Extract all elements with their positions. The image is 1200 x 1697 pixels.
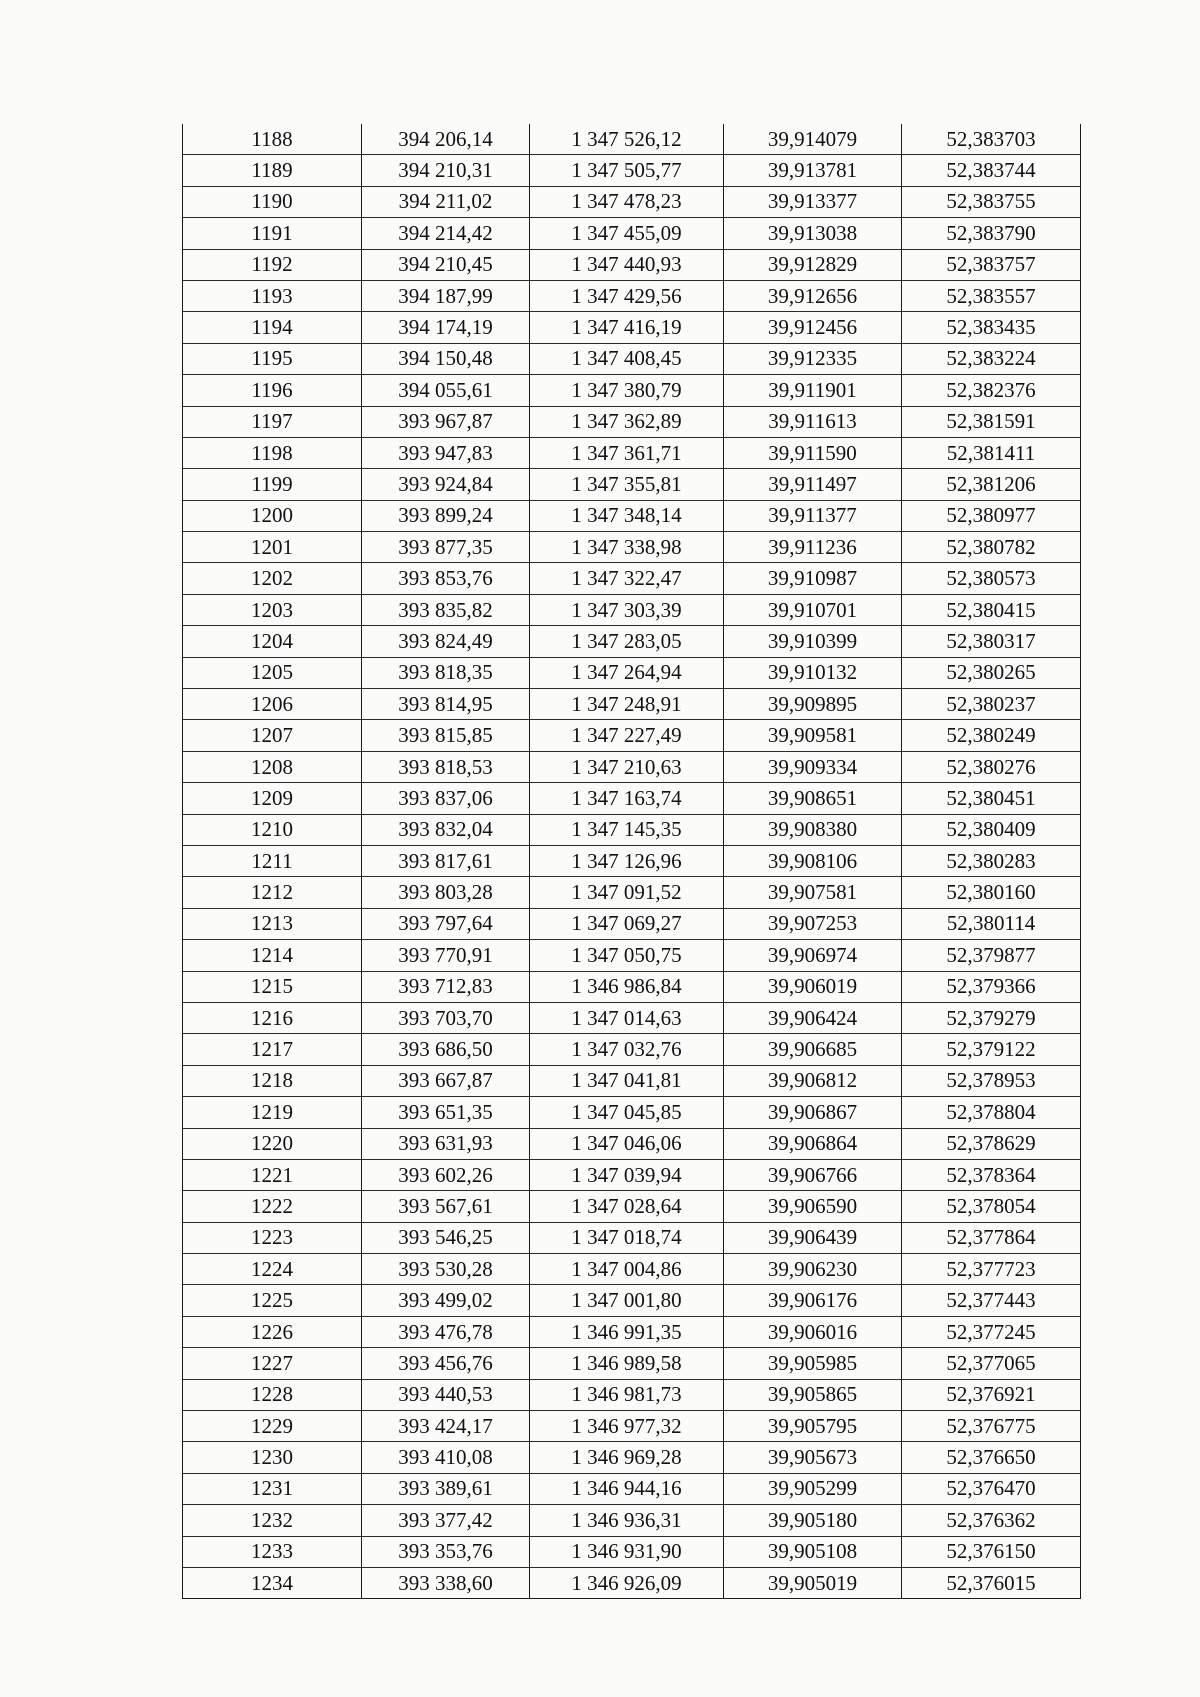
latitude-cell: 52,377723 (902, 1254, 1081, 1285)
latitude-cell: 52,383790 (902, 218, 1081, 249)
x-coordinate-cell: 394 206,14 (362, 124, 530, 155)
table-row (183, 1379, 1081, 1410)
longitude-cell: 39,906766 (724, 1159, 902, 1190)
x-coordinate-cell: 393 835,82 (362, 594, 530, 625)
point-number-cell: 1229 (183, 1411, 362, 1442)
x-coordinate-cell: 393 818,35 (362, 657, 530, 688)
point-number-cell: 1225 (183, 1285, 362, 1316)
latitude-cell: 52,380573 (902, 563, 1081, 594)
point-number-cell: 1193 (183, 280, 362, 311)
table-row (183, 469, 1081, 500)
longitude-cell: 39,906016 (724, 1316, 902, 1347)
latitude-cell: 52,381206 (902, 469, 1081, 500)
x-coordinate-cell: 393 546,25 (362, 1222, 530, 1253)
latitude-cell: 52,380409 (902, 814, 1081, 845)
latitude-cell: 52,378629 (902, 1128, 1081, 1159)
table-row (183, 1128, 1081, 1159)
longitude-cell: 39,912829 (724, 249, 902, 280)
table-row (183, 312, 1081, 343)
y-coordinate-cell: 1 346 977,32 (530, 1411, 724, 1442)
table-row (183, 1442, 1081, 1473)
y-coordinate-cell: 1 346 981,73 (530, 1379, 724, 1410)
point-number-cell: 1218 (183, 1065, 362, 1096)
x-coordinate-cell: 393 703,70 (362, 1002, 530, 1033)
longitude-cell: 39,906424 (724, 1002, 902, 1033)
x-coordinate-cell: 393 832,04 (362, 814, 530, 845)
latitude-cell: 52,376921 (902, 1379, 1081, 1410)
longitude-cell: 39,906439 (724, 1222, 902, 1253)
longitude-cell: 39,909581 (724, 720, 902, 751)
longitude-cell: 39,911497 (724, 469, 902, 500)
table-row (183, 1567, 1081, 1598)
x-coordinate-cell: 393 410,08 (362, 1442, 530, 1473)
table-row (183, 1505, 1081, 1536)
latitude-cell: 52,377864 (902, 1222, 1081, 1253)
latitude-cell: 52,376775 (902, 1411, 1081, 1442)
x-coordinate-cell: 393 530,28 (362, 1254, 530, 1285)
x-coordinate-cell: 393 803,28 (362, 877, 530, 908)
point-number-cell: 1212 (183, 877, 362, 908)
latitude-cell: 52,380276 (902, 751, 1081, 782)
latitude-cell: 52,381591 (902, 406, 1081, 437)
x-coordinate-cell: 393 456,76 (362, 1348, 530, 1379)
latitude-cell: 52,376362 (902, 1505, 1081, 1536)
longitude-cell: 39,907253 (724, 908, 902, 939)
latitude-cell: 52,380160 (902, 877, 1081, 908)
y-coordinate-cell: 1 346 931,90 (530, 1536, 724, 1567)
table-row (183, 1348, 1081, 1379)
x-coordinate-cell: 393 602,26 (362, 1159, 530, 1190)
latitude-cell: 52,378804 (902, 1097, 1081, 1128)
point-number-cell: 1214 (183, 940, 362, 971)
latitude-cell: 52,376150 (902, 1536, 1081, 1567)
y-coordinate-cell: 1 347 348,14 (530, 500, 724, 531)
longitude-cell: 39,911901 (724, 375, 902, 406)
y-coordinate-cell: 1 347 408,45 (530, 343, 724, 374)
point-number-cell: 1198 (183, 437, 362, 468)
longitude-cell: 39,905985 (724, 1348, 902, 1379)
point-number-cell: 1227 (183, 1348, 362, 1379)
x-coordinate-cell: 394 174,19 (362, 312, 530, 343)
x-coordinate-cell: 394 210,31 (362, 155, 530, 186)
y-coordinate-cell: 1 346 944,16 (530, 1473, 724, 1504)
y-coordinate-cell: 1 347 264,94 (530, 657, 724, 688)
point-number-cell: 1204 (183, 626, 362, 657)
point-number-cell: 1205 (183, 657, 362, 688)
point-number-cell: 1192 (183, 249, 362, 280)
point-number-cell: 1217 (183, 1034, 362, 1065)
y-coordinate-cell: 1 347 050,75 (530, 940, 724, 971)
latitude-cell: 52,382376 (902, 375, 1081, 406)
y-coordinate-cell: 1 346 936,31 (530, 1505, 724, 1536)
x-coordinate-cell: 393 712,83 (362, 971, 530, 1002)
table-row (183, 500, 1081, 531)
y-coordinate-cell: 1 347 440,93 (530, 249, 724, 280)
latitude-cell: 52,381411 (902, 437, 1081, 468)
point-number-cell: 1213 (183, 908, 362, 939)
longitude-cell: 39,911377 (724, 500, 902, 531)
x-coordinate-cell: 394 055,61 (362, 375, 530, 406)
point-number-cell: 1207 (183, 720, 362, 751)
longitude-cell: 39,910399 (724, 626, 902, 657)
table-row (183, 563, 1081, 594)
x-coordinate-cell: 393 877,35 (362, 532, 530, 563)
y-coordinate-cell: 1 347 283,05 (530, 626, 724, 657)
point-number-cell: 1196 (183, 375, 362, 406)
table-row (183, 1191, 1081, 1222)
x-coordinate-cell: 393 631,93 (362, 1128, 530, 1159)
x-coordinate-cell: 394 211,02 (362, 186, 530, 217)
longitude-cell: 39,906685 (724, 1034, 902, 1065)
y-coordinate-cell: 1 347 041,81 (530, 1065, 724, 1096)
longitude-cell: 39,906019 (724, 971, 902, 1002)
y-coordinate-cell: 1 347 126,96 (530, 845, 724, 876)
table-row (183, 814, 1081, 845)
longitude-cell: 39,908651 (724, 783, 902, 814)
x-coordinate-cell: 393 424,17 (362, 1411, 530, 1442)
point-number-cell: 1210 (183, 814, 362, 845)
latitude-cell: 52,378364 (902, 1159, 1081, 1190)
longitude-cell: 39,909895 (724, 689, 902, 720)
x-coordinate-cell: 393 817,61 (362, 845, 530, 876)
longitude-cell: 39,909334 (724, 751, 902, 782)
point-number-cell: 1201 (183, 532, 362, 563)
y-coordinate-cell: 1 347 014,63 (530, 1002, 724, 1033)
x-coordinate-cell: 393 686,50 (362, 1034, 530, 1065)
longitude-cell: 39,906230 (724, 1254, 902, 1285)
point-number-cell: 1220 (183, 1128, 362, 1159)
y-coordinate-cell: 1 347 338,98 (530, 532, 724, 563)
x-coordinate-cell: 393 338,60 (362, 1567, 530, 1598)
x-coordinate-cell: 393 947,83 (362, 437, 530, 468)
table-row (183, 124, 1081, 155)
x-coordinate-cell: 393 651,35 (362, 1097, 530, 1128)
longitude-cell: 39,913038 (724, 218, 902, 249)
y-coordinate-cell: 1 347 046,06 (530, 1128, 724, 1159)
table-row (183, 1159, 1081, 1190)
table-row (183, 406, 1081, 437)
longitude-cell: 39,906974 (724, 940, 902, 971)
y-coordinate-cell: 1 347 361,71 (530, 437, 724, 468)
longitude-cell: 39,906176 (724, 1285, 902, 1316)
y-coordinate-cell: 1 347 416,19 (530, 312, 724, 343)
y-coordinate-cell: 1 347 163,74 (530, 783, 724, 814)
table-row (183, 1316, 1081, 1347)
point-number-cell: 1228 (183, 1379, 362, 1410)
latitude-cell: 52,380283 (902, 845, 1081, 876)
x-coordinate-cell: 393 353,76 (362, 1536, 530, 1567)
point-number-cell: 1234 (183, 1567, 362, 1598)
table-row (183, 1002, 1081, 1033)
point-number-cell: 1191 (183, 218, 362, 249)
longitude-cell: 39,905019 (724, 1567, 902, 1598)
latitude-cell: 52,380114 (902, 908, 1081, 939)
table-row (183, 940, 1081, 971)
point-number-cell: 1231 (183, 1473, 362, 1504)
point-number-cell: 1215 (183, 971, 362, 1002)
x-coordinate-cell: 393 667,87 (362, 1065, 530, 1096)
y-coordinate-cell: 1 347 227,49 (530, 720, 724, 751)
y-coordinate-cell: 1 347 478,23 (530, 186, 724, 217)
y-coordinate-cell: 1 347 355,81 (530, 469, 724, 500)
latitude-cell: 52,380317 (902, 626, 1081, 657)
x-coordinate-cell: 393 924,84 (362, 469, 530, 500)
x-coordinate-cell: 393 499,02 (362, 1285, 530, 1316)
latitude-cell: 52,380249 (902, 720, 1081, 751)
latitude-cell: 52,379122 (902, 1034, 1081, 1065)
latitude-cell: 52,383703 (902, 124, 1081, 155)
longitude-cell: 39,910987 (724, 563, 902, 594)
latitude-cell: 52,377443 (902, 1285, 1081, 1316)
table-row (183, 1536, 1081, 1567)
table-row (183, 626, 1081, 657)
point-number-cell: 1188 (183, 124, 362, 155)
y-coordinate-cell: 1 346 991,35 (530, 1316, 724, 1347)
longitude-cell: 39,911236 (724, 532, 902, 563)
point-number-cell: 1202 (183, 563, 362, 594)
x-coordinate-cell: 393 815,85 (362, 720, 530, 751)
x-coordinate-cell: 393 899,24 (362, 500, 530, 531)
y-coordinate-cell: 1 347 032,76 (530, 1034, 724, 1065)
longitude-cell: 39,912656 (724, 280, 902, 311)
y-coordinate-cell: 1 346 989,58 (530, 1348, 724, 1379)
table-row (183, 1034, 1081, 1065)
point-number-cell: 1200 (183, 500, 362, 531)
latitude-cell: 52,377245 (902, 1316, 1081, 1347)
y-coordinate-cell: 1 347 091,52 (530, 877, 724, 908)
point-number-cell: 1226 (183, 1316, 362, 1347)
table-row (183, 155, 1081, 186)
latitude-cell: 52,383557 (902, 280, 1081, 311)
x-coordinate-cell: 393 814,95 (362, 689, 530, 720)
longitude-cell: 39,910132 (724, 657, 902, 688)
table-row (183, 437, 1081, 468)
x-coordinate-cell: 393 389,61 (362, 1473, 530, 1504)
latitude-cell: 52,378953 (902, 1065, 1081, 1096)
table-row (183, 845, 1081, 876)
latitude-cell: 52,383755 (902, 186, 1081, 217)
y-coordinate-cell: 1 347 303,39 (530, 594, 724, 625)
x-coordinate-cell: 394 150,48 (362, 343, 530, 374)
y-coordinate-cell: 1 347 429,56 (530, 280, 724, 311)
point-number-cell: 1219 (183, 1097, 362, 1128)
point-number-cell: 1190 (183, 186, 362, 217)
table-row (183, 1285, 1081, 1316)
table-row (183, 720, 1081, 751)
table-row (183, 971, 1081, 1002)
latitude-cell: 52,379877 (902, 940, 1081, 971)
table-row (183, 908, 1081, 939)
longitude-cell: 39,906864 (724, 1128, 902, 1159)
y-coordinate-cell: 1 347 018,74 (530, 1222, 724, 1253)
table-row (183, 689, 1081, 720)
point-number-cell: 1203 (183, 594, 362, 625)
y-coordinate-cell: 1 347 505,77 (530, 155, 724, 186)
latitude-cell: 52,383435 (902, 312, 1081, 343)
table-row (183, 1473, 1081, 1504)
x-coordinate-cell: 393 967,87 (362, 406, 530, 437)
longitude-cell: 39,905108 (724, 1536, 902, 1567)
latitude-cell: 52,378054 (902, 1191, 1081, 1222)
longitude-cell: 39,906590 (724, 1191, 902, 1222)
point-number-cell: 1223 (183, 1222, 362, 1253)
x-coordinate-cell: 393 797,64 (362, 908, 530, 939)
latitude-cell: 52,380782 (902, 532, 1081, 563)
longitude-cell: 39,906812 (724, 1065, 902, 1096)
y-coordinate-cell: 1 347 004,86 (530, 1254, 724, 1285)
point-number-cell: 1195 (183, 343, 362, 374)
longitude-cell: 39,912456 (724, 312, 902, 343)
point-number-cell: 1197 (183, 406, 362, 437)
table-row (183, 343, 1081, 374)
point-number-cell: 1206 (183, 689, 362, 720)
point-number-cell: 1194 (183, 312, 362, 343)
longitude-cell: 39,905299 (724, 1473, 902, 1504)
y-coordinate-cell: 1 346 986,84 (530, 971, 724, 1002)
latitude-cell: 52,379366 (902, 971, 1081, 1002)
x-coordinate-cell: 393 818,53 (362, 751, 530, 782)
y-coordinate-cell: 1 347 045,85 (530, 1097, 724, 1128)
table-row (183, 1097, 1081, 1128)
table-row (183, 877, 1081, 908)
y-coordinate-cell: 1 346 926,09 (530, 1567, 724, 1598)
longitude-cell: 39,913781 (724, 155, 902, 186)
longitude-cell: 39,910701 (724, 594, 902, 625)
x-coordinate-cell: 394 210,45 (362, 249, 530, 280)
point-number-cell: 1224 (183, 1254, 362, 1285)
longitude-cell: 39,913377 (724, 186, 902, 217)
point-number-cell: 1222 (183, 1191, 362, 1222)
point-number-cell: 1232 (183, 1505, 362, 1536)
x-coordinate-cell: 393 567,61 (362, 1191, 530, 1222)
longitude-cell: 39,911613 (724, 406, 902, 437)
x-coordinate-cell: 393 853,76 (362, 563, 530, 594)
longitude-cell: 39,911590 (724, 437, 902, 468)
x-coordinate-cell: 393 837,06 (362, 783, 530, 814)
latitude-cell: 52,383224 (902, 343, 1081, 374)
x-coordinate-cell: 393 440,53 (362, 1379, 530, 1410)
y-coordinate-cell: 1 347 322,47 (530, 563, 724, 594)
longitude-cell: 39,908380 (724, 814, 902, 845)
table-row (183, 783, 1081, 814)
table-row (183, 532, 1081, 563)
y-coordinate-cell: 1 347 039,94 (530, 1159, 724, 1190)
latitude-cell: 52,376015 (902, 1567, 1081, 1598)
table-row (183, 375, 1081, 406)
point-number-cell: 1189 (183, 155, 362, 186)
table-row (183, 1254, 1081, 1285)
point-number-cell: 1208 (183, 751, 362, 782)
longitude-cell: 39,905180 (724, 1505, 902, 1536)
latitude-cell: 52,380977 (902, 500, 1081, 531)
latitude-cell: 52,380451 (902, 783, 1081, 814)
longitude-cell: 39,905795 (724, 1411, 902, 1442)
y-coordinate-cell: 1 347 362,89 (530, 406, 724, 437)
table-row (183, 186, 1081, 217)
table-row (183, 218, 1081, 249)
longitude-cell: 39,905673 (724, 1442, 902, 1473)
x-coordinate-cell: 394 187,99 (362, 280, 530, 311)
x-coordinate-cell: 394 214,42 (362, 218, 530, 249)
longitude-cell: 39,905865 (724, 1379, 902, 1410)
y-coordinate-cell: 1 347 028,64 (530, 1191, 724, 1222)
y-coordinate-cell: 1 347 455,09 (530, 218, 724, 249)
latitude-cell: 52,379279 (902, 1002, 1081, 1033)
y-coordinate-cell: 1 346 969,28 (530, 1442, 724, 1473)
x-coordinate-cell: 393 476,78 (362, 1316, 530, 1347)
point-number-cell: 1216 (183, 1002, 362, 1033)
table-row (183, 594, 1081, 625)
y-coordinate-cell: 1 347 145,35 (530, 814, 724, 845)
longitude-cell: 39,906867 (724, 1097, 902, 1128)
point-number-cell: 1209 (183, 783, 362, 814)
latitude-cell: 52,383757 (902, 249, 1081, 280)
y-coordinate-cell: 1 347 001,80 (530, 1285, 724, 1316)
x-coordinate-cell: 393 824,49 (362, 626, 530, 657)
y-coordinate-cell: 1 347 248,91 (530, 689, 724, 720)
latitude-cell: 52,376470 (902, 1473, 1081, 1504)
coordinates-table (182, 124, 1081, 1599)
longitude-cell: 39,907581 (724, 877, 902, 908)
point-number-cell: 1211 (183, 845, 362, 876)
table-row (183, 657, 1081, 688)
point-number-cell: 1199 (183, 469, 362, 500)
latitude-cell: 52,380415 (902, 594, 1081, 625)
table-row (183, 1065, 1081, 1096)
point-number-cell: 1230 (183, 1442, 362, 1473)
x-coordinate-cell: 393 770,91 (362, 940, 530, 971)
y-coordinate-cell: 1 347 069,27 (530, 908, 724, 939)
coordinates-table-body (183, 124, 1081, 1599)
point-number-cell: 1221 (183, 1159, 362, 1190)
y-coordinate-cell: 1 347 380,79 (530, 375, 724, 406)
latitude-cell: 52,380265 (902, 657, 1081, 688)
y-coordinate-cell: 1 347 210,63 (530, 751, 724, 782)
latitude-cell: 52,376650 (902, 1442, 1081, 1473)
table-row (183, 1222, 1081, 1253)
latitude-cell: 52,383744 (902, 155, 1081, 186)
longitude-cell: 39,914079 (724, 124, 902, 155)
longitude-cell: 39,908106 (724, 845, 902, 876)
table-row (183, 751, 1081, 782)
latitude-cell: 52,380237 (902, 689, 1081, 720)
point-number-cell: 1233 (183, 1536, 362, 1567)
table-row (183, 249, 1081, 280)
x-coordinate-cell: 393 377,42 (362, 1505, 530, 1536)
latitude-cell: 52,377065 (902, 1348, 1081, 1379)
longitude-cell: 39,912335 (724, 343, 902, 374)
table-row (183, 280, 1081, 311)
y-coordinate-cell: 1 347 526,12 (530, 124, 724, 155)
table-row (183, 1411, 1081, 1442)
